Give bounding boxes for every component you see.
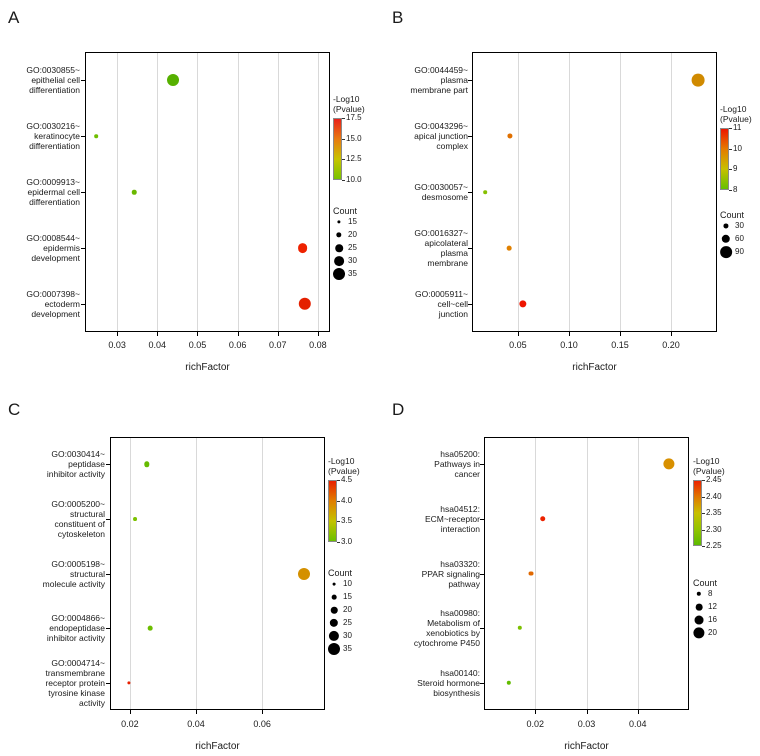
x-tick — [278, 332, 279, 336]
x-tick — [157, 332, 158, 336]
legend-size-label: 35 — [348, 269, 357, 278]
legend-size-label: 25 — [348, 243, 357, 252]
x-tick — [638, 710, 639, 714]
legend-color-tick — [337, 521, 340, 522]
legend-size-title-C: Count — [328, 568, 353, 578]
legend-color-title-D: -Log10 (Pvalue) — [693, 456, 725, 476]
legend-color-title-A: -Log10 (Pvalue) — [333, 94, 365, 114]
legend-size-label: 12 — [708, 602, 717, 611]
legend-size-dot — [329, 631, 339, 641]
y-category-label: GO:0005200~ structural constituent of cytoskeleton — [51, 498, 105, 539]
y-category-label: GO:0030216~ keratinocyte differentiation — [26, 121, 80, 151]
y-tick — [480, 519, 484, 520]
legend-size-dot — [695, 616, 704, 625]
x-tick-label: 0.02 — [526, 719, 545, 729]
legend-color-tick-label: 3.0 — [341, 537, 353, 546]
legend-size-label: 60 — [735, 234, 744, 243]
y-category-label: hsa04512: ECM~receptor interaction — [424, 503, 480, 534]
x-tick — [197, 332, 198, 336]
legend-color-title-B: -Log10 (Pvalue) — [720, 104, 752, 124]
gridline — [117, 53, 118, 331]
legend-color-tick-label: 10.0 — [346, 175, 362, 184]
panel-letter-C: C — [8, 400, 21, 419]
legend-color-tick — [702, 530, 705, 531]
legend-color-tick-label: 15.0 — [346, 133, 362, 143]
legend-size-dot — [723, 223, 728, 228]
y-tick — [81, 192, 85, 193]
legend-color-tick — [337, 542, 340, 543]
legend-color-tick-label: 9 — [733, 164, 738, 174]
legend-size-dot — [334, 256, 344, 266]
y-tick — [468, 304, 472, 305]
panel-letter-D: D — [392, 400, 405, 419]
x-tick-label: 0.03 — [108, 340, 126, 350]
legend-color-tick — [342, 159, 345, 160]
legend-color-tick-label: 4.5 — [341, 475, 353, 484]
legend-color-bar-B — [720, 128, 729, 190]
legend-size-title-A: Count — [333, 206, 358, 216]
legend-size-label: 15 — [343, 592, 352, 601]
y-category-label: GO:0030057~ desmosome — [414, 182, 468, 202]
legend-size-dot — [328, 643, 340, 655]
legend-size-dot — [697, 592, 701, 596]
legend-color-tick-label: 2.45 — [706, 475, 722, 484]
x-tick-label: 0.06 — [228, 340, 247, 350]
x-tick — [518, 332, 519, 336]
y-category-label: GO:0016327~ apicolateral plasma membrane — [414, 228, 468, 268]
data-point — [483, 190, 487, 194]
y-tick — [480, 574, 484, 575]
legend-size-dot — [331, 607, 338, 614]
legend-color-tick — [729, 169, 732, 170]
x-axis-title-D: richFactor — [564, 741, 609, 752]
x-tick-label: 0.06 — [253, 719, 271, 729]
y-category-label: hsa00140: Steroid hormone biosynthesis — [417, 667, 480, 698]
legend-color-tick — [337, 480, 340, 481]
x-tick — [535, 710, 536, 714]
legend-color-tick — [702, 480, 705, 481]
y-category-label: GO:0005911~ cell~cell junction — [414, 289, 468, 319]
x-tick-label: 0.03 — [577, 719, 596, 729]
gridline — [638, 438, 639, 709]
legend-color-title-C: -Log10 (Pvalue) — [328, 456, 360, 476]
gridline — [318, 53, 319, 331]
gridline — [587, 438, 588, 709]
data-point — [298, 243, 308, 253]
legend-color-bar-C — [328, 480, 337, 542]
x-tick-label: 0.10 — [560, 340, 578, 350]
data-point — [148, 626, 153, 631]
legend-size-label: 25 — [343, 618, 352, 627]
plot-area-A — [85, 52, 330, 332]
legend-size-label: 15 — [348, 217, 357, 226]
gridline — [130, 438, 131, 709]
y-tick — [106, 683, 110, 684]
gridline — [262, 438, 263, 709]
legend-size-label: 90 — [735, 247, 744, 256]
gridline — [196, 438, 197, 709]
gridline — [671, 53, 672, 331]
x-tick-label: 0.07 — [269, 340, 287, 350]
legend-color-tick-label: 17.5 — [346, 113, 362, 122]
gridline — [535, 438, 536, 709]
legend-color-tick-label: 4.0 — [341, 495, 353, 505]
plot-area-B — [472, 52, 717, 332]
legend-size-label: 30 — [348, 256, 357, 265]
y-tick — [480, 683, 484, 684]
y-category-label: GO:0030855~ epithelial cell differentiation — [26, 65, 80, 95]
x-axis-title-C: richFactor — [195, 741, 240, 752]
x-axis-title-A: richFactor — [185, 362, 230, 373]
x-tick-label: 0.20 — [662, 340, 680, 350]
data-point — [133, 517, 137, 521]
data-point — [540, 516, 546, 522]
legend-size-dot — [333, 268, 345, 280]
legend-color-tick-label: 12.5 — [346, 154, 362, 164]
legend-color-tick-label: 2.30 — [706, 524, 722, 534]
x-tick-label: 0.15 — [611, 340, 629, 350]
legend-color-tick-label: 2.35 — [706, 508, 722, 517]
y-category-label: GO:0009913~ epidermal cell differentiation — [26, 177, 80, 207]
legend-color-tick-label: 3.5 — [341, 516, 353, 526]
legend-size-label: 16 — [708, 615, 717, 624]
x-tick — [620, 332, 621, 336]
y-category-label: GO:0043296~ apical junction complex — [414, 121, 468, 151]
y-tick — [468, 80, 472, 81]
legend-color-tick — [342, 118, 345, 119]
gridline — [197, 53, 198, 331]
legend-color-tick — [702, 513, 705, 514]
y-category-label: hsa03320: PPAR signaling pathway — [421, 558, 480, 589]
x-tick-label: 0.04 — [628, 719, 647, 729]
legend-size-label: 20 — [348, 230, 357, 239]
legend-color-tick — [342, 139, 345, 140]
x-tick — [117, 332, 118, 336]
legend-size-label: 30 — [343, 631, 352, 640]
data-point — [132, 190, 137, 195]
x-tick — [196, 710, 197, 714]
y-tick — [81, 248, 85, 249]
y-tick — [480, 464, 484, 465]
legend-color-tick — [729, 128, 732, 129]
data-point — [298, 568, 310, 580]
x-tick — [671, 332, 672, 336]
legend-color-tick-label: 2.40 — [706, 491, 722, 501]
legend-size-dot — [333, 583, 336, 586]
legend-color-tick-label: 11 — [733, 123, 742, 132]
x-tick — [587, 710, 588, 714]
plot-area-C — [110, 437, 325, 710]
legend-size-title-B: Count — [720, 210, 745, 220]
panel-letter-B: B — [392, 8, 404, 27]
legend-color-tick — [337, 501, 340, 502]
legend-size-label: 30 — [735, 221, 744, 230]
legend-size-dot — [336, 232, 341, 237]
y-category-label: GO:0004866~ endopeptidase inhibitor activity — [46, 613, 105, 644]
x-tick — [318, 332, 319, 336]
gridline — [238, 53, 239, 331]
gridline — [569, 53, 570, 331]
x-axis-title-B: richFactor — [572, 362, 617, 373]
y-category-label: hsa05200: Pathways in cancer — [434, 449, 480, 480]
y-category-label: GO:0030414~ peptidase inhibitor activity — [46, 449, 105, 480]
legend-color-tick-label: 2.25 — [706, 541, 722, 550]
y-tick — [468, 136, 472, 137]
legend-size-dot — [696, 604, 703, 611]
panel-letter-A: A — [8, 8, 20, 27]
y-category-label: GO:0007398~ ectoderm development — [26, 289, 80, 319]
legend-size-dot — [720, 246, 732, 258]
data-point — [529, 571, 534, 576]
gridline — [157, 53, 158, 331]
legend-color-bar-D — [693, 480, 702, 546]
data-point — [94, 134, 98, 138]
x-tick — [238, 332, 239, 336]
y-tick — [106, 464, 110, 465]
y-category-label: GO:0004714~ transmembrane receptor protein tyrosine kinase activity — [45, 657, 105, 708]
data-point — [167, 74, 179, 86]
y-tick — [468, 248, 472, 249]
y-tick — [480, 628, 484, 629]
gridline — [278, 53, 279, 331]
x-tick-label: 0.05 — [188, 340, 207, 350]
y-tick — [106, 628, 110, 629]
legend-size-dot — [722, 235, 730, 243]
legend-size-label: 8 — [708, 589, 713, 598]
x-tick-label: 0.04 — [187, 719, 205, 729]
y-category-label: GO:0005198~ structural molecule activity — [42, 558, 105, 589]
data-point — [692, 74, 705, 87]
y-tick — [81, 136, 85, 137]
legend-size-label: 20 — [343, 605, 352, 614]
y-category-label: GO:0008544~ epidermis development — [26, 233, 80, 263]
legend-size-dot — [332, 595, 337, 600]
legend-size-dot — [693, 627, 704, 638]
gridline — [518, 53, 519, 331]
x-tick-label: 0.05 — [509, 340, 527, 350]
x-tick-label: 0.02 — [121, 719, 139, 729]
legend-size-dot — [335, 244, 343, 252]
y-category-label: GO:0044459~ plasma membrane part — [410, 65, 468, 95]
y-tick — [81, 80, 85, 81]
legend-color-tick-label: 8 — [733, 185, 738, 194]
legend-size-label: 10 — [343, 579, 352, 588]
legend-size-title-D: Count — [693, 578, 718, 588]
legend-color-tick-label: 10 — [733, 143, 742, 153]
x-tick-label: 0.08 — [309, 340, 327, 350]
y-category-label: hsa00980: Metabolism of xenobiotics by cytochrome P450 — [413, 608, 480, 649]
legend-size-label: 35 — [343, 644, 352, 653]
y-tick — [106, 519, 110, 520]
legend-color-tick — [342, 180, 345, 181]
gridline — [620, 53, 621, 331]
x-tick — [569, 332, 570, 336]
data-point — [507, 246, 512, 251]
legend-color-tick — [729, 149, 732, 150]
y-tick — [106, 574, 110, 575]
legend-color-tick — [702, 497, 705, 498]
y-tick — [468, 192, 472, 193]
x-tick — [130, 710, 131, 714]
legend-color-bar-A — [333, 118, 342, 180]
legend-color-tick — [702, 546, 705, 547]
legend-size-dot — [330, 619, 338, 627]
x-tick — [262, 710, 263, 714]
legend-size-dot — [337, 220, 340, 223]
x-tick-label: 0.04 — [148, 340, 167, 350]
legend-color-tick — [729, 190, 732, 191]
y-tick — [81, 304, 85, 305]
legend-size-label: 20 — [708, 628, 717, 637]
